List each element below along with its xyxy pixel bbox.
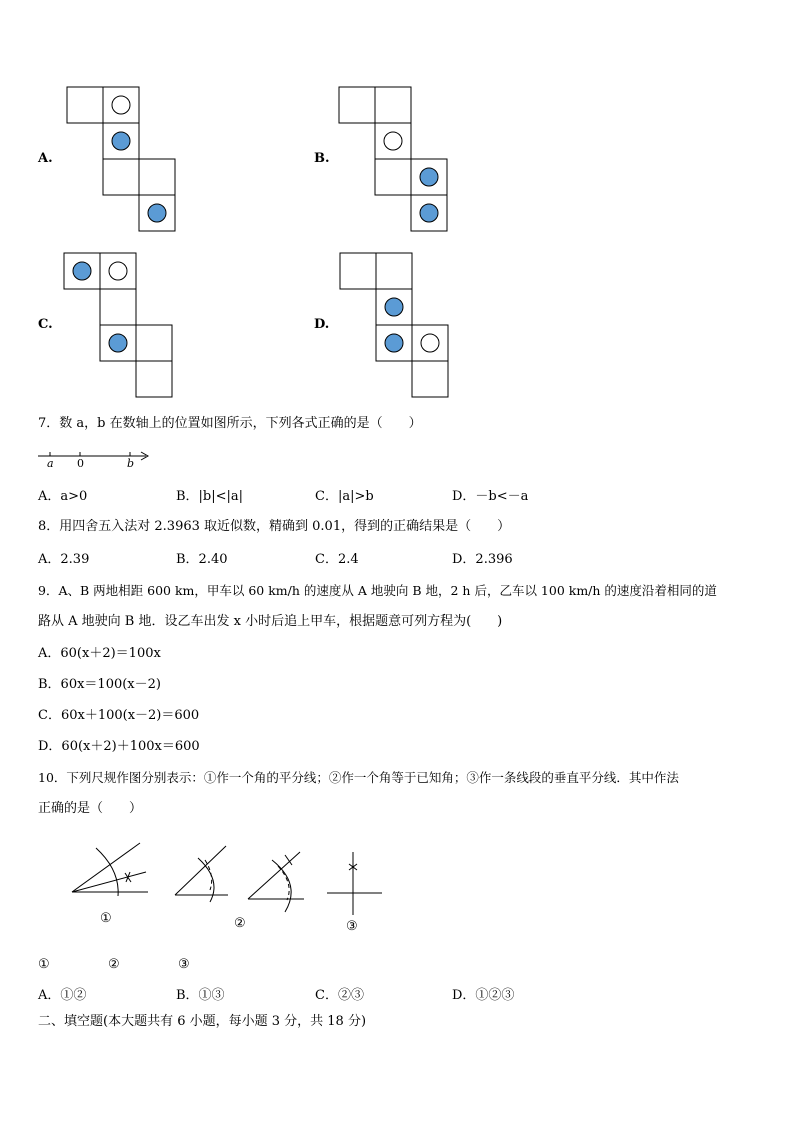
q7-option-a: A．a>0: [38, 489, 88, 504]
q7-option-d: D．－b<－a: [452, 489, 529, 504]
circle-filled-icon: [420, 168, 438, 186]
q10-option-b: B．①③: [176, 988, 225, 1003]
axis-label-zero: 0: [77, 457, 84, 470]
q10-figure-label-3: ③: [346, 919, 358, 934]
q9-stem-line1: 9．A、B 两地相距 600 km，甲车以 60 km/h 的速度从 A 地驶向 B 地，2 h 后，乙车以 100 km/h 的速度沿着相同的道: [38, 583, 717, 598]
q10-figure-label-2: ②: [234, 916, 246, 931]
q10-option-c: C．②③: [315, 988, 364, 1003]
q10-option-a: A．①②: [38, 988, 87, 1003]
circle-filled-icon: [385, 334, 403, 352]
circle-hollow-icon: [112, 96, 130, 114]
q6-option-b-label: B.: [314, 151, 330, 166]
q8-stem: 8．用四舍五入法对 2.3963 取近似数，精确到 0.01，得到的正确结果是（ ）: [38, 519, 511, 534]
q8-option-b: B．2.40: [176, 552, 228, 567]
axis-label-a: a: [47, 457, 54, 470]
circle-filled-icon: [148, 204, 166, 222]
circle-filled-icon: [112, 132, 130, 150]
circle-filled-icon: [420, 204, 438, 222]
q10-bottom-label-3: ③: [178, 957, 190, 972]
q7-option-b: B．|b|<|a|: [176, 489, 244, 504]
q8-option-a: A．2.39: [38, 552, 90, 567]
circle-filled-icon: [73, 262, 91, 280]
q9-stem-line2: 路从 A 地驶向 B 地．设乙车出发 x 小时后追上甲车，根据题意可列方程为( ): [38, 614, 503, 629]
circle-hollow-icon: [109, 262, 127, 280]
q10-figure-label-1: ①: [100, 911, 112, 926]
circle-hollow-icon: [421, 334, 439, 352]
q10-option-d: D．①②③: [452, 988, 515, 1003]
q10-bottom-label-2: ②: [108, 957, 120, 972]
q6-option-c-label: C.: [38, 317, 53, 332]
q8-option-c: C．2.4: [315, 552, 359, 567]
q9-option-d: D．60(x＋2)＋100x＝600: [38, 739, 200, 754]
q9-option-b: B．60x＝100(x－2): [38, 677, 161, 692]
circle-hollow-icon: [384, 132, 402, 150]
q8-option-d: D．2.396: [452, 552, 513, 567]
q10-bottom-label-1: ①: [38, 957, 50, 972]
q10-stem-line1: 10．下列尺规作图分别表示：①作一个角的平分线；②作一个角等于已知角；③作一条线段的垂直平分线．其中作法: [38, 770, 679, 785]
q9-option-c: C．60x＋100(x－2)＝600: [38, 708, 200, 723]
q7-stem: 7．数 a，b 在数轴上的位置如图所示，下列各式正确的是（ ）: [38, 416, 422, 431]
q10-stem-line2: 正确的是（ ）: [38, 801, 143, 816]
q7-option-c: C．|a|>b: [315, 489, 374, 504]
section-title: 二、填空题(本大题共有 6 小题，每小题 3 分，共 18 分): [38, 1014, 367, 1029]
axis-label-b: b: [127, 457, 135, 470]
q9-option-a: A．60(x＋2)＝100x: [38, 646, 161, 661]
q6-option-d-label: D.: [314, 317, 330, 332]
circle-filled-icon: [109, 334, 127, 352]
q6-option-a-label: A.: [38, 151, 53, 166]
circle-filled-icon: [385, 298, 403, 316]
